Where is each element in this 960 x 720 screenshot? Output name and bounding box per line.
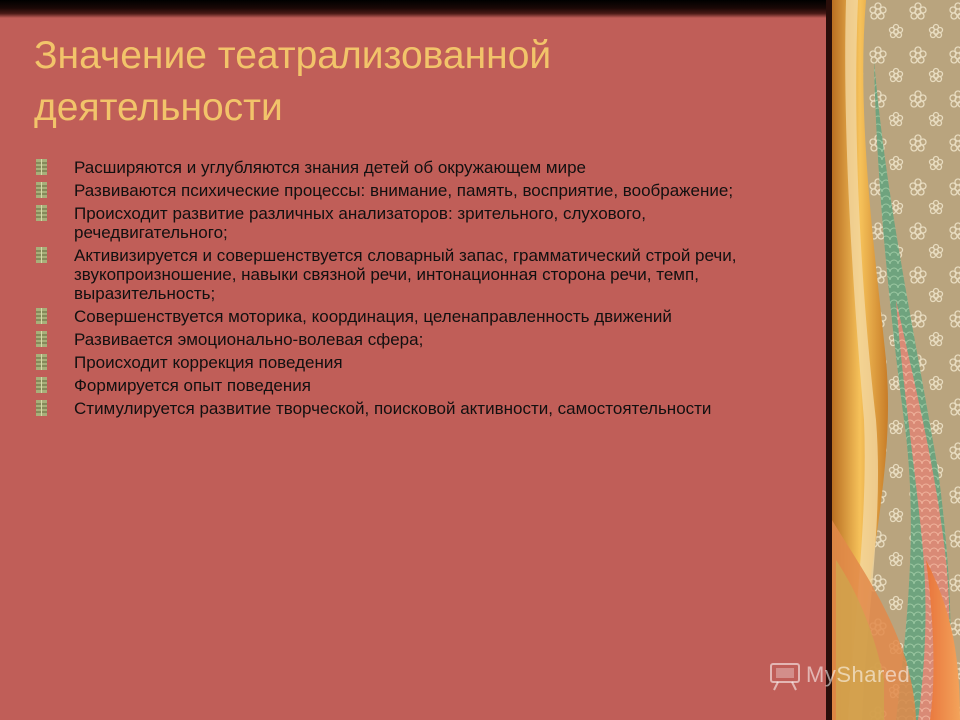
striped-square-bullet-icon (36, 400, 47, 416)
list-item (36, 376, 796, 395)
bullet-text: Происходит развитие различных анализаторов: зрительного, слухового, речедвигательного; (74, 204, 646, 242)
decorative-side-panel (826, 0, 960, 720)
list-item (36, 246, 796, 303)
bullet-text: Происходит коррекция поведения (74, 353, 343, 372)
bullet-text: Развиваются психические процессы: внимание, память, восприятие, воображение; (74, 181, 734, 200)
list-item (36, 353, 796, 372)
list-item (36, 307, 796, 326)
striped-square-bullet-icon (36, 205, 47, 221)
projector-icon (768, 658, 802, 692)
bullet-text: Формируется опыт поведения (74, 376, 311, 395)
striped-square-bullet-icon (36, 354, 47, 370)
striped-square-bullet-icon (36, 247, 47, 263)
striped-square-bullet-icon (36, 182, 47, 198)
striped-square-bullet-icon (36, 377, 47, 393)
slide-title: Значение театрализованной деятельности (34, 34, 552, 129)
bullet-text: Стимулируется развитие творческой, поисковой активности, самостоятельности (74, 399, 712, 418)
list-item (36, 399, 796, 418)
list-item (36, 330, 796, 349)
list-item (36, 204, 796, 242)
striped-square-bullet-icon (36, 331, 47, 347)
top-shadow-bar (0, 0, 830, 18)
striped-square-bullet-icon (36, 159, 47, 175)
bullet-text: Активизируется и совершенствуется словарный запас, грамматический строй речи, звукопроизношение, навыки связной речи, интонационная сторона речи, темп, выразительность; (74, 246, 737, 303)
list-item (36, 181, 796, 200)
striped-square-bullet-icon (36, 308, 47, 324)
list-item (36, 158, 796, 177)
bullet-text: Развивается эмоционально-волевая сфера; (74, 330, 424, 349)
bullet-text: Совершенствуется моторика, координация, целенаправленность движений (74, 307, 672, 326)
watermark-text: MyShared (806, 662, 911, 687)
bullet-text: Расширяются и углубляются знания детей об окружающем мире (74, 158, 587, 177)
bullet-list (36, 158, 796, 422)
